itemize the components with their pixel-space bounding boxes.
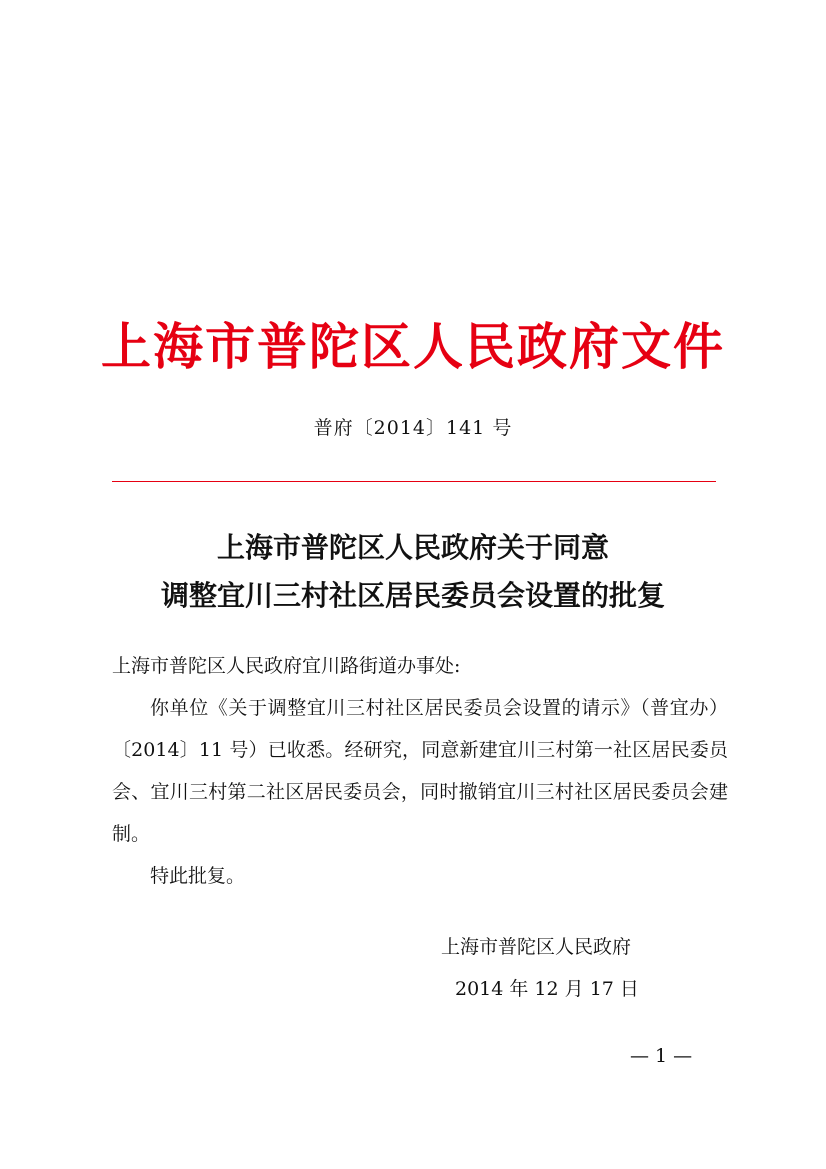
red-divider-line (112, 481, 716, 482)
body-paragraph-2: 特此批复。 (150, 865, 246, 887)
signing-organization: 上海市普陀区人民政府 (441, 936, 632, 958)
page-number: — 1 — (630, 1045, 693, 1067)
document-title (0, 524, 826, 620)
issuer-header: 上海市普陀区人民政府文件 (101, 317, 725, 376)
document-body (112, 645, 728, 897)
signature-block (441, 926, 639, 1010)
body-paragraph-1: 你单位《关于调整宜川三村社区居民委员会设置的请示》（普宜办）〔2014〕11 号）已收悉。经研究，同意新建宜川三村第一社区居民委员会、宜川三村第二社区居民委员会，同时撤销宜川三村社区居民委员会建制。 (112, 697, 728, 845)
addressee: 上海市普陀区人民政府宜川路街道办事处: (112, 655, 461, 677)
document-number: 普府〔2014〕141 号 (313, 417, 513, 439)
title-line-2: 调整宜川三村社区居民委员会设置的批复 (160, 579, 665, 612)
title-line-1: 上海市普陀区人民政府关于同意 (216, 531, 609, 564)
signing-date: 2014 年 12 月 17 日 (455, 978, 639, 1000)
